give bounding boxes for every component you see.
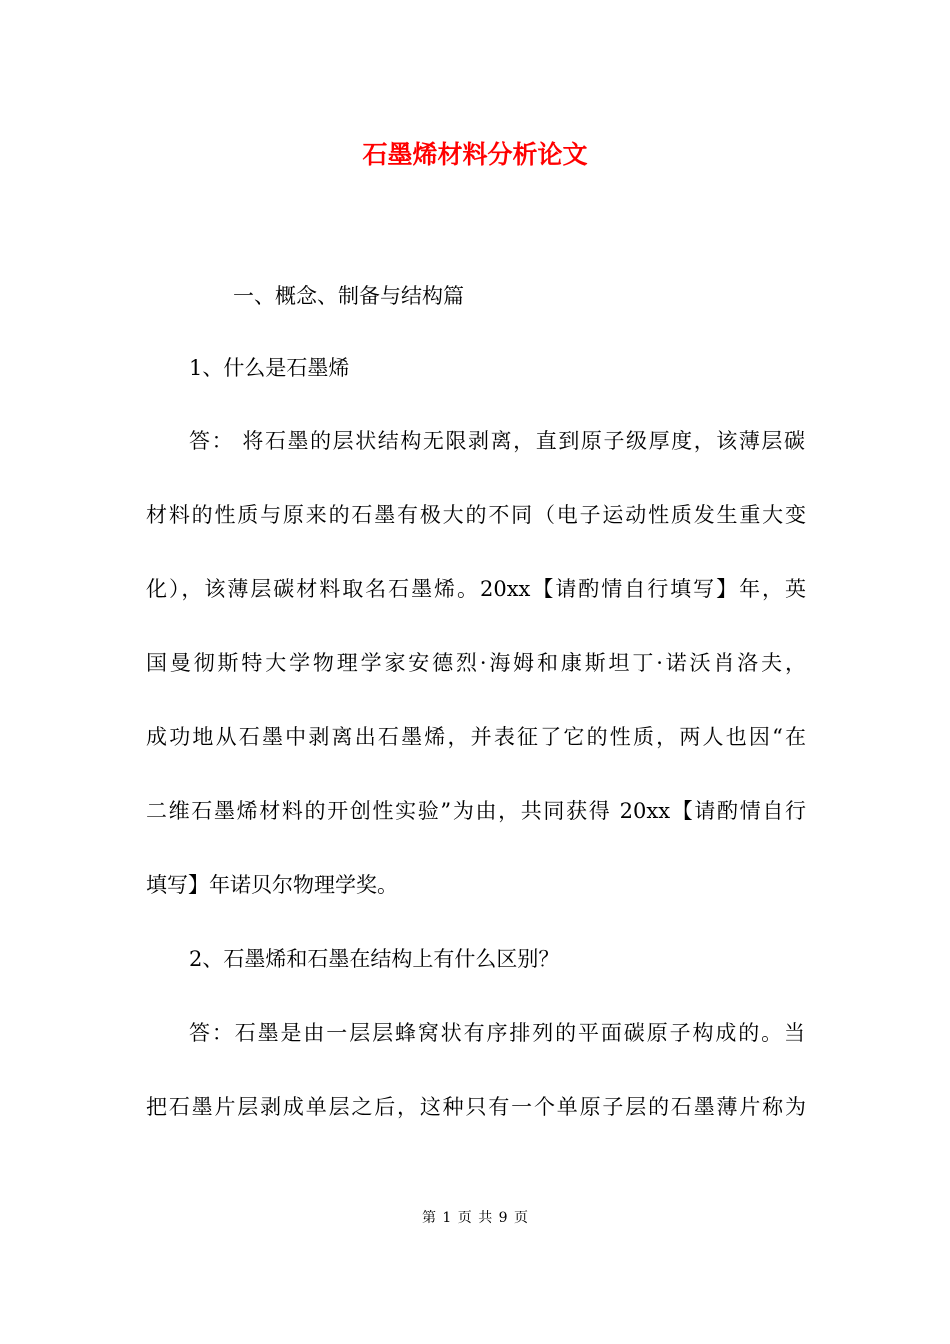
document-title: 石墨烯材料分析论文 bbox=[362, 140, 588, 169]
section-heading: 一、概念、制备与结构篇 bbox=[233, 284, 464, 308]
question-heading: 1、什么是石墨烯 bbox=[189, 356, 350, 380]
paragraph-line: 答： 将石墨的层状结构无限剥离，直到原子级厚度，该薄层碳 bbox=[189, 429, 805, 453]
page-number-footer: 第 1 页 共 9 页 bbox=[421, 1210, 529, 1226]
paragraph-line: 把石墨片层剥成单层之后，这种只有一个单原子层的石墨薄片称为 bbox=[146, 1095, 806, 1119]
paragraph-line: 材料的性质与原来的石墨有极大的不同（电子运动性质发生重大变 bbox=[146, 503, 806, 527]
question-heading: 2、石墨烯和石墨在结构上有什么区别？ bbox=[189, 947, 560, 971]
paragraph-line: 化），该薄层碳材料取名石墨烯。20xx【请酌情自行填写】年，英 bbox=[146, 577, 806, 601]
paragraph-line: 国曼彻斯特大学物理学家安德烈·海姆和康斯坦丁·诺沃肖洛夫， bbox=[146, 651, 806, 675]
paragraph-line: 答：石墨是由一层层蜂窝状有序排列的平面碳原子构成的。当 bbox=[189, 1021, 805, 1045]
paragraph-line: 二维石墨烯材料的开创性实验”为由，共同获得 20xx【请酌情自行 bbox=[146, 799, 806, 823]
paragraph-line: 填写】年诺贝尔物理学奖。 bbox=[146, 873, 398, 897]
paragraph-line: 成功地从石墨中剥离出石墨烯，并表征了它的性质，两人也因“在 bbox=[146, 725, 806, 749]
